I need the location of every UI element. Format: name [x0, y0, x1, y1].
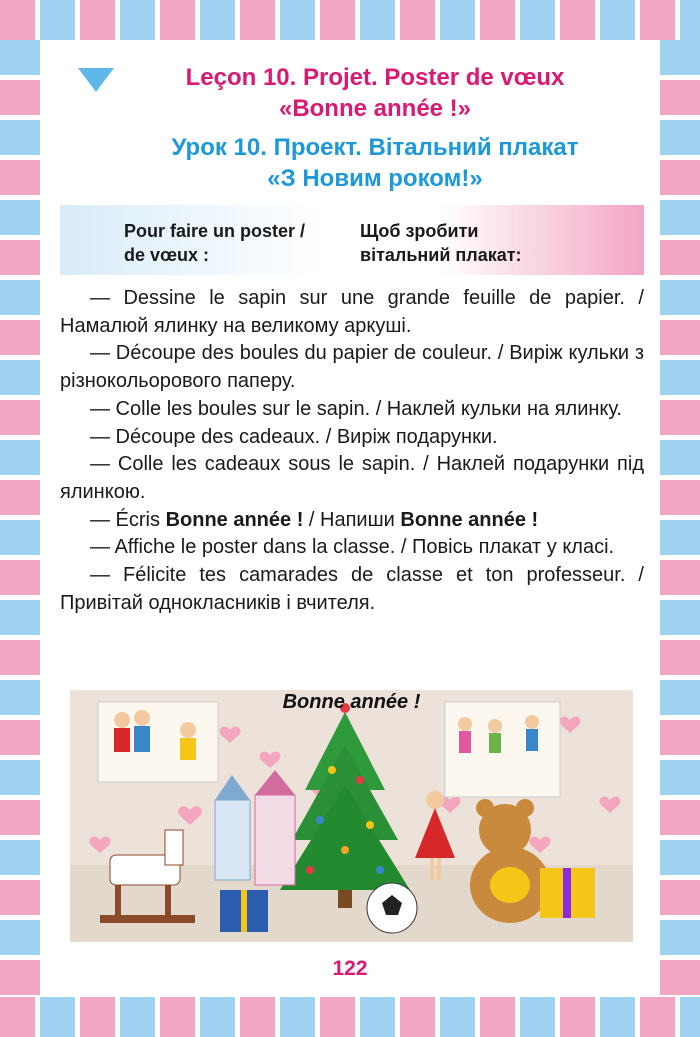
banner-fr-line1: Pour faire un poster / — [124, 221, 306, 241]
instruction-text: / Напиши — [303, 508, 401, 531]
border-top — [0, 0, 700, 40]
instruction-item: — Découpe des boules du papier de couleur. / Виріж кульки з різнокольорового паперу. — [60, 342, 644, 393]
border-square — [480, 0, 515, 40]
instruction-item: — Dessine le sapin sur une grande feuille de papier. / Намалюй ялинку на великому аркуші. — [60, 287, 644, 337]
border-square — [0, 520, 40, 555]
border-square — [160, 0, 195, 40]
border-square — [680, 997, 700, 1037]
title-fr-line2: «Bonne année !» — [278, 95, 472, 122]
border-square — [660, 160, 700, 195]
border-square — [660, 400, 700, 435]
border-square — [280, 0, 315, 40]
border-square — [660, 480, 700, 515]
border-square — [480, 997, 515, 1037]
instruction-item: — Félicite tes camarades de classe et ton professeur. / Привітай однокласників і вчителя. — [60, 564, 644, 614]
border-square — [520, 0, 555, 40]
banner-french — [124, 219, 339, 267]
border-square — [660, 920, 700, 955]
border-square — [0, 880, 40, 915]
instruction-item: — Colle les cadeaux sous le sapin. / Наклей подарунки під ялинкою. — [60, 453, 644, 503]
border-left — [0, 40, 40, 997]
border-square — [40, 997, 75, 1037]
border-square — [440, 0, 475, 40]
border-square — [660, 840, 700, 875]
border-square — [660, 720, 700, 755]
border-square — [240, 997, 275, 1037]
border-bottom — [0, 997, 700, 1037]
border-square — [0, 160, 40, 195]
border-square — [0, 640, 40, 675]
border-square — [200, 0, 235, 40]
border-square — [160, 997, 195, 1037]
border-square — [0, 320, 40, 355]
border-square — [0, 600, 40, 635]
border-square — [200, 997, 235, 1037]
border-square — [660, 520, 700, 555]
instruction-item: — Colle les boules sur le sapin. / Наклей кульки на ялинку. — [90, 397, 622, 420]
border-square — [660, 120, 700, 155]
border-square — [240, 0, 275, 40]
toy-house-left — [215, 800, 250, 880]
border-square — [0, 560, 40, 595]
instruction-item: — Découpe des cadeaux. / Виріж подарунки. — [90, 425, 498, 448]
border-square — [0, 720, 40, 755]
poster-caption: Bonne année ! — [282, 691, 421, 713]
border-square — [120, 997, 155, 1037]
instruction-bold: Bonne année ! — [400, 508, 539, 531]
border-square — [560, 997, 595, 1037]
border-square — [400, 997, 435, 1037]
border-square — [660, 800, 700, 835]
border-square — [660, 280, 700, 315]
christmas-poster-illustration — [70, 690, 633, 942]
instruction-item: — Affiche le poster dans la classe. / Повісь плакат у класі. — [90, 536, 615, 559]
border-square — [660, 760, 700, 795]
border-square — [360, 997, 395, 1037]
page-number: 122 — [332, 957, 368, 980]
border-square — [640, 0, 675, 40]
banner-ua-line1: Щоб зробити — [360, 221, 479, 241]
illustration-scene — [70, 690, 633, 942]
lesson-title-french — [95, 62, 655, 124]
border-square — [660, 560, 700, 595]
instruction-item — [60, 507, 644, 535]
border-square — [520, 997, 555, 1037]
border-square — [640, 997, 675, 1037]
banner-ua-line2: вітальний плакат: — [360, 245, 522, 265]
border-square — [0, 480, 40, 515]
border-square — [0, 400, 40, 435]
border-square — [0, 280, 40, 315]
instruction-text: — Écris — [90, 508, 166, 531]
border-square — [660, 440, 700, 475]
border-square — [0, 680, 40, 715]
border-square — [0, 40, 40, 75]
border-square — [0, 920, 40, 955]
border-square — [0, 240, 40, 275]
border-square — [660, 40, 700, 75]
border-square — [40, 0, 75, 40]
border-square — [660, 80, 700, 115]
border-square — [0, 800, 40, 835]
border-square — [120, 0, 155, 40]
border-square — [0, 360, 40, 395]
border-square — [280, 997, 315, 1037]
border-square — [0, 80, 40, 115]
border-square — [320, 997, 355, 1037]
border-square — [600, 997, 635, 1037]
border-right — [660, 40, 700, 997]
border-square — [400, 0, 435, 40]
border-square — [80, 0, 115, 40]
border-square — [660, 880, 700, 915]
toy-house-right — [255, 795, 295, 885]
title-fr-line1: Leçon 10. Projet. Poster de vœux — [185, 64, 565, 91]
border-square — [660, 240, 700, 275]
border-square — [0, 840, 40, 875]
banner-fr-line2: de vœux : — [124, 245, 210, 265]
border-square — [80, 997, 115, 1037]
border-square — [660, 360, 700, 395]
instruction-list — [60, 285, 644, 617]
border-square — [600, 0, 635, 40]
instruction-bold: Bonne année ! — [165, 508, 304, 531]
border-square — [680, 0, 700, 40]
instruction-banner — [60, 205, 644, 275]
border-square — [0, 760, 40, 795]
border-square — [660, 320, 700, 355]
border-square — [0, 200, 40, 235]
border-square — [660, 680, 700, 715]
border-square — [660, 600, 700, 635]
border-square — [0, 120, 40, 155]
border-square — [0, 0, 35, 40]
banner-ukrainian — [360, 219, 620, 267]
border-square — [560, 0, 595, 40]
border-square — [320, 0, 355, 40]
border-square — [660, 200, 700, 235]
border-square — [360, 0, 395, 40]
lesson-title-ukrainian — [95, 132, 655, 194]
border-square — [0, 997, 35, 1037]
title-ua-line2: «З Новим роком!» — [267, 165, 483, 192]
border-square — [0, 440, 40, 475]
title-ua-line1: Урок 10. Проект. Вітальний плакат — [171, 134, 579, 161]
border-square — [440, 997, 475, 1037]
border-square — [660, 640, 700, 675]
